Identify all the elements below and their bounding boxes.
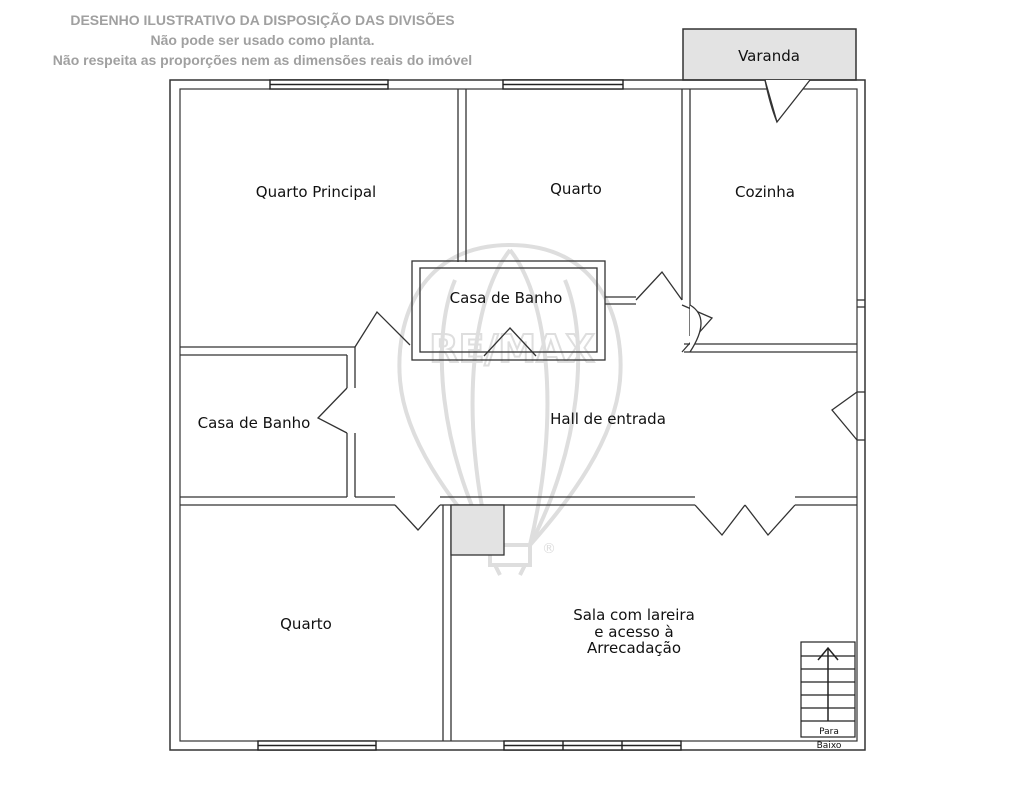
room-label-hall: Hall de entrada <box>550 410 666 428</box>
room-label-casa-de-banho-central: Casa de Banho <box>449 289 563 307</box>
room-label-casa-de-banho-oeste: Casa de Banho <box>197 414 311 432</box>
room-label-quarto-principal: Quarto Principal <box>255 183 377 201</box>
room-label-quarto-sul: Quarto <box>280 615 332 633</box>
stairs-label-line-2: Baixo <box>816 741 842 751</box>
remax-watermark-text: RE/MAX <box>429 327 595 371</box>
registered-mark: ® <box>542 541 556 557</box>
room-label-varanda: Varanda <box>738 47 800 65</box>
room-label-sala-line-1: Sala com lareira <box>573 606 695 624</box>
room-label-sala-line-3: Arrecadação <box>587 639 681 657</box>
room-label-quarto-norte: Quarto <box>550 180 602 198</box>
room-label-cozinha: Cozinha <box>735 183 795 201</box>
stairs-down <box>801 642 855 737</box>
disclaimer-title: DESENHO ILUSTRATIVO DA DISPOSIÇÃO DAS DIVISÕES <box>70 12 455 28</box>
fireplace <box>451 505 504 555</box>
room-label-sala-line-2: e acesso à <box>594 623 674 641</box>
stairs-label-line-1: Para <box>819 727 839 737</box>
disclaimer-line-2: Não pode ser usado como planta. <box>150 32 375 48</box>
disclaimer-line-3: Não respeita as proporções nem as dimensões reais do imóvel <box>52 52 473 68</box>
